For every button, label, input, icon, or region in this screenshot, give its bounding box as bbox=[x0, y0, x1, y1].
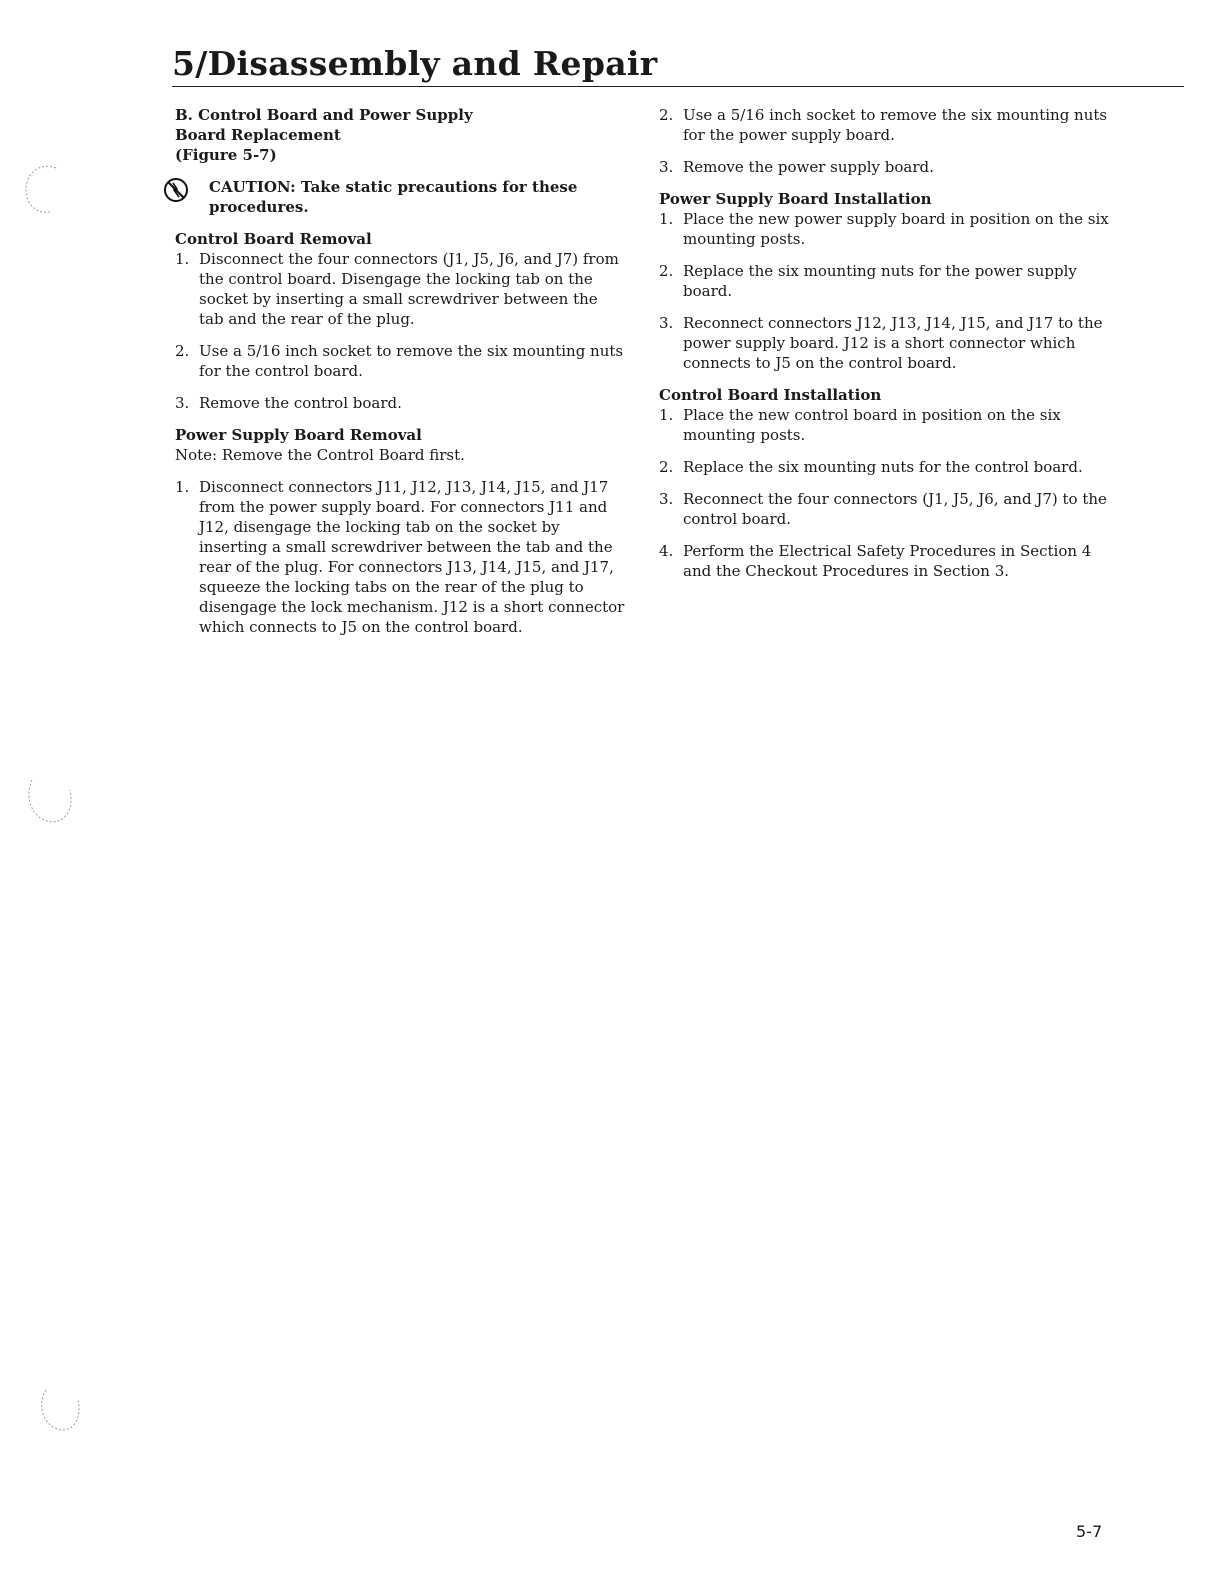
list-item: 3. Reconnect the four connectors (J1, J5, J6, and J7) to the control board. bbox=[659, 490, 1107, 528]
caution-label: CAUTION: bbox=[209, 178, 296, 196]
list-item: 3. Reconnect connectors J12, J13, J14, J15, and J17 to the power supply board. J12 is a short connector which connects to J5 on the control board. bbox=[659, 314, 1103, 372]
left-column bbox=[175, 105, 625, 649]
section-heading-line-3: (Figure 5-7) bbox=[175, 146, 277, 164]
list-item: 1. Disconnect connectors J11, J12, J13, J14, J15, and J17 from the power supply board. For connectors J11 and J12, disengage the locking tab on the socket by inserting a small screwdriver between the tab and the rear of the plug. For connectors J13, J14, J15, and J17, squeeze the locking tabs on the rear of the plug to disengage the lock mechanism. J12 is a short connector which connects to J5 on the control board. bbox=[175, 478, 625, 636]
page-number: 5-7 bbox=[1076, 1522, 1103, 1541]
list-item: 3. Remove the control board. bbox=[175, 394, 402, 412]
list-item: 2. Use a 5/16 inch socket to remove the six mounting nuts for the control board. bbox=[175, 342, 624, 380]
static-warning-icon bbox=[163, 177, 189, 203]
power-supply-removal-note: Note: Remove the Control Board first. bbox=[175, 446, 465, 464]
power-supply-installation-title: Power Supply Board Installation bbox=[659, 190, 932, 208]
power-supply-removal-title: Power Supply Board Removal bbox=[175, 426, 422, 444]
section-heading bbox=[175, 105, 625, 165]
list-item: 1. Place the new control board in position on the six mounting posts. bbox=[659, 406, 1061, 444]
chapter-title: 5/Disassembly and Repair bbox=[172, 44, 658, 83]
power-supply-removal-steps-continued bbox=[659, 105, 1114, 177]
control-board-removal-title: Control Board Removal bbox=[175, 230, 372, 248]
list-item: 2. Use a 5/16 inch socket to remove the six mounting nuts for the power supply board. bbox=[659, 106, 1108, 144]
list-item: 1. Disconnect the four connectors (J1, J5, J6, and J7) from the control board. Disengage the locking tab on the socket by inserting a small screwdriver between the tab and the rear of the plug. bbox=[175, 250, 619, 328]
punch-hole-middle bbox=[22, 770, 74, 828]
section-heading-line-1: B. Control Board and Power Supply bbox=[175, 106, 473, 124]
title-rule bbox=[172, 86, 1184, 87]
punch-hole-top bbox=[18, 160, 70, 218]
control-board-installation-title: Control Board Installation bbox=[659, 386, 882, 404]
section-heading-line-2: Board Replacement bbox=[175, 126, 341, 144]
caution-block bbox=[175, 177, 625, 217]
power-supply-installation-steps bbox=[659, 209, 1114, 373]
punch-hole-bottom bbox=[32, 1382, 84, 1440]
list-item: 4. Perform the Electrical Safety Procedures in Section 4 and the Checkout Procedures in Section 3. bbox=[659, 542, 1092, 580]
right-column bbox=[659, 105, 1114, 593]
control-board-removal-steps bbox=[175, 249, 625, 413]
control-board-installation-steps bbox=[659, 405, 1114, 581]
list-item: 2. Replace the six mounting nuts for the power supply board. bbox=[659, 262, 1077, 300]
power-supply-removal-steps bbox=[175, 477, 625, 637]
list-item: 2. Replace the six mounting nuts for the control board. bbox=[659, 458, 1083, 476]
list-item: 3. Remove the power supply board. bbox=[659, 158, 934, 176]
caution-text: Take static precautions for these procedures. bbox=[209, 178, 578, 216]
list-item: 1. Place the new power supply board in position on the six mounting posts. bbox=[659, 210, 1109, 248]
